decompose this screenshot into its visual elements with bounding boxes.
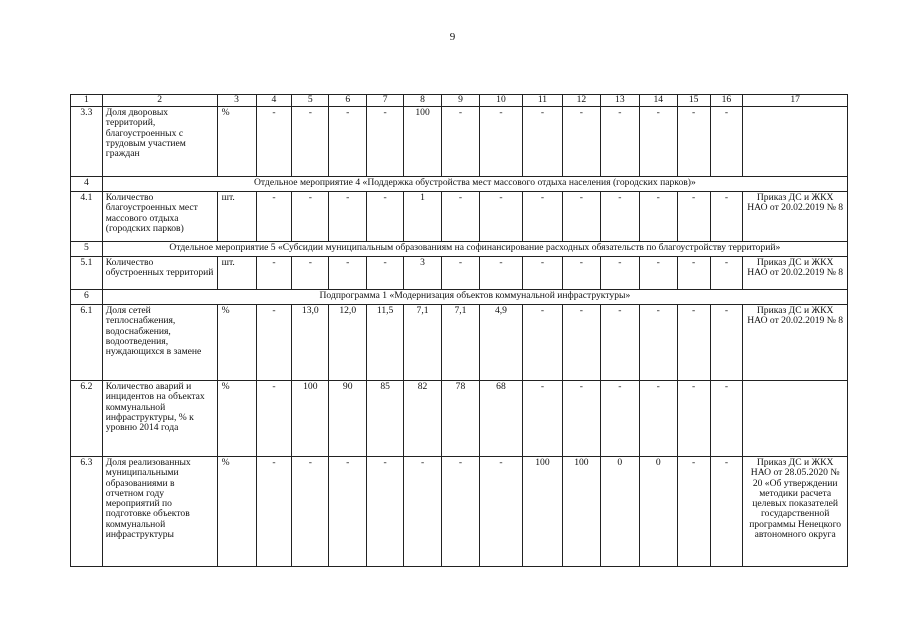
section-row xyxy=(71,242,848,257)
value-cell: 85 xyxy=(367,381,404,457)
table-row xyxy=(71,381,848,457)
unit-cell: шт. xyxy=(217,192,256,242)
header-cell: 1 xyxy=(71,95,103,107)
value-cell: - xyxy=(522,107,562,177)
header-cell: 9 xyxy=(442,95,480,107)
value-cell: - xyxy=(256,192,292,242)
unit-cell: % xyxy=(217,305,256,381)
section-title: Отдельное мероприятие 4 «Поддержка обустройства мест массового отдыха населения (городских парков)» xyxy=(102,177,847,192)
value-cell: 11,5 xyxy=(367,305,404,381)
value-cell: - xyxy=(677,381,710,457)
row-number: 3.3 xyxy=(71,107,103,177)
value-cell: - xyxy=(442,107,480,177)
header-cell: 7 xyxy=(367,95,404,107)
value-cell: - xyxy=(479,257,522,290)
header-cell: 3 xyxy=(217,95,256,107)
basis-cell: Приказ ДС и ЖКХ НАО от 28.05.2020 № 20 «Об утверждении методики расчета целевых показателей государственной программы Ненецкого автономного округа xyxy=(743,457,848,567)
indicators-table xyxy=(70,94,848,567)
header-cell: 2 xyxy=(102,95,217,107)
value-cell: 7,1 xyxy=(404,305,442,381)
value-cell: 1 xyxy=(404,192,442,242)
header-cell: 17 xyxy=(743,95,848,107)
indicator-name: Количество аварий и инцидентов на объектах коммунальной инфраструктуры, % к уровню 2014 года xyxy=(102,381,217,457)
indicator-name: Количество благоустроенных мест массового отдыха (городских парков) xyxy=(102,192,217,242)
page-number: 9 xyxy=(449,31,456,43)
row-number: 6.3 xyxy=(71,457,103,567)
value-cell: - xyxy=(677,457,710,567)
header-cell: 5 xyxy=(292,95,329,107)
table-row xyxy=(71,305,848,381)
value-cell: - xyxy=(710,192,743,242)
value-cell: - xyxy=(600,381,639,457)
value-cell: - xyxy=(710,257,743,290)
value-cell: - xyxy=(367,107,404,177)
value-cell: - xyxy=(442,192,480,242)
unit-cell: % xyxy=(217,107,256,177)
value-cell: - xyxy=(600,257,639,290)
section-number: 4 xyxy=(71,177,103,192)
table-row xyxy=(71,107,848,177)
value-cell: - xyxy=(600,192,639,242)
value-cell: 100 xyxy=(562,457,600,567)
header-cell: 14 xyxy=(639,95,677,107)
basis-cell: Приказ ДС и ЖКХ НАО от 20.02.2019 № 8 xyxy=(743,192,848,242)
value-cell: - xyxy=(256,257,292,290)
value-cell: - xyxy=(292,107,329,177)
value-cell: - xyxy=(479,192,522,242)
row-number: 4.1 xyxy=(71,192,103,242)
header-row xyxy=(71,95,848,107)
value-cell: - xyxy=(404,457,442,567)
table-row xyxy=(71,192,848,242)
value-cell: - xyxy=(292,192,329,242)
table-row xyxy=(71,457,848,567)
value-cell: - xyxy=(710,107,743,177)
header-cell: 10 xyxy=(479,95,522,107)
section-number: 5 xyxy=(71,242,103,257)
header-cell: 12 xyxy=(562,95,600,107)
unit-cell: % xyxy=(217,381,256,457)
value-cell: - xyxy=(442,257,480,290)
row-number: 6.2 xyxy=(71,381,103,457)
value-cell: - xyxy=(639,381,677,457)
value-cell: - xyxy=(639,192,677,242)
value-cell: - xyxy=(710,457,743,567)
value-cell: - xyxy=(562,107,600,177)
value-cell: - xyxy=(329,457,367,567)
indicator-name: Количество обустроенных территорий xyxy=(102,257,217,290)
value-cell: 3 xyxy=(404,257,442,290)
value-cell: - xyxy=(677,192,710,242)
value-cell: - xyxy=(329,192,367,242)
value-cell: - xyxy=(479,457,522,567)
value-cell: - xyxy=(367,457,404,567)
value-cell: 78 xyxy=(442,381,480,457)
value-cell: 4,9 xyxy=(479,305,522,381)
value-cell: 100 xyxy=(292,381,329,457)
value-cell: - xyxy=(639,305,677,381)
table-row xyxy=(71,257,848,290)
unit-cell: % xyxy=(217,457,256,567)
value-cell: - xyxy=(600,305,639,381)
value-cell: - xyxy=(479,107,522,177)
value-cell: 68 xyxy=(479,381,522,457)
value-cell: - xyxy=(256,457,292,567)
value-cell: - xyxy=(367,192,404,242)
value-cell: 12,0 xyxy=(329,305,367,381)
value-cell: - xyxy=(677,257,710,290)
value-cell: 13,0 xyxy=(292,305,329,381)
basis-cell: Приказ ДС и ЖКХ НАО от 20.02.2019 № 8 xyxy=(743,257,848,290)
value-cell: - xyxy=(710,305,743,381)
value-cell: - xyxy=(367,257,404,290)
unit-cell: шт. xyxy=(217,257,256,290)
header-cell: 13 xyxy=(600,95,639,107)
row-number: 5.1 xyxy=(71,257,103,290)
header-cell: 15 xyxy=(677,95,710,107)
value-cell: - xyxy=(639,257,677,290)
value-cell: 100 xyxy=(522,457,562,567)
value-cell: - xyxy=(562,192,600,242)
value-cell: - xyxy=(710,381,743,457)
header-cell: 11 xyxy=(522,95,562,107)
value-cell: - xyxy=(677,305,710,381)
value-cell: - xyxy=(256,107,292,177)
value-cell: - xyxy=(256,381,292,457)
value-cell: - xyxy=(442,457,480,567)
value-cell: - xyxy=(329,257,367,290)
section-row xyxy=(71,290,848,305)
header-cell: 4 xyxy=(256,95,292,107)
value-cell: - xyxy=(522,192,562,242)
basis-cell xyxy=(743,381,848,457)
value-cell: - xyxy=(292,257,329,290)
indicator-name: Доля реализованных муниципальными образованиями в отчетном году мероприятий по подготовке объектов коммунальной инфраструктуры xyxy=(102,457,217,567)
value-cell: 7,1 xyxy=(442,305,480,381)
value-cell: 90 xyxy=(329,381,367,457)
section-title: Подпрограмма 1 «Модернизация объектов коммунальной инфраструктуры» xyxy=(102,290,847,305)
value-cell: - xyxy=(329,107,367,177)
header-cell: 16 xyxy=(710,95,743,107)
section-title: Отдельное мероприятие 5 «Субсидии муниципальным образованиям на софинансирование расходных обязательств по благоустройству территорий» xyxy=(102,242,847,257)
indicator-name: Доля сетей теплоснабжения, водоснабжения, водоотведения, нуждающихся в замене xyxy=(102,305,217,381)
value-cell: - xyxy=(522,257,562,290)
table-body xyxy=(71,95,848,567)
basis-cell: Приказ ДС и ЖКХ НАО от 20.02.2019 № 8 xyxy=(743,305,848,381)
row-number: 6.1 xyxy=(71,305,103,381)
value-cell: - xyxy=(562,381,600,457)
indicator-name: Доля дворовых территорий, благоустроенных с трудовым участием граждан xyxy=(102,107,217,177)
section-row xyxy=(71,177,848,192)
value-cell: - xyxy=(562,305,600,381)
value-cell: - xyxy=(522,305,562,381)
header-cell: 8 xyxy=(404,95,442,107)
value-cell: - xyxy=(600,107,639,177)
value-cell: - xyxy=(292,457,329,567)
basis-cell xyxy=(743,107,848,177)
value-cell: 100 xyxy=(404,107,442,177)
value-cell: - xyxy=(562,257,600,290)
value-cell: - xyxy=(677,107,710,177)
value-cell: 0 xyxy=(600,457,639,567)
value-cell: - xyxy=(256,305,292,381)
value-cell: - xyxy=(522,381,562,457)
value-cell: - xyxy=(639,107,677,177)
header-cell: 6 xyxy=(329,95,367,107)
value-cell: 0 xyxy=(639,457,677,567)
value-cell: 82 xyxy=(404,381,442,457)
section-number: 6 xyxy=(71,290,103,305)
